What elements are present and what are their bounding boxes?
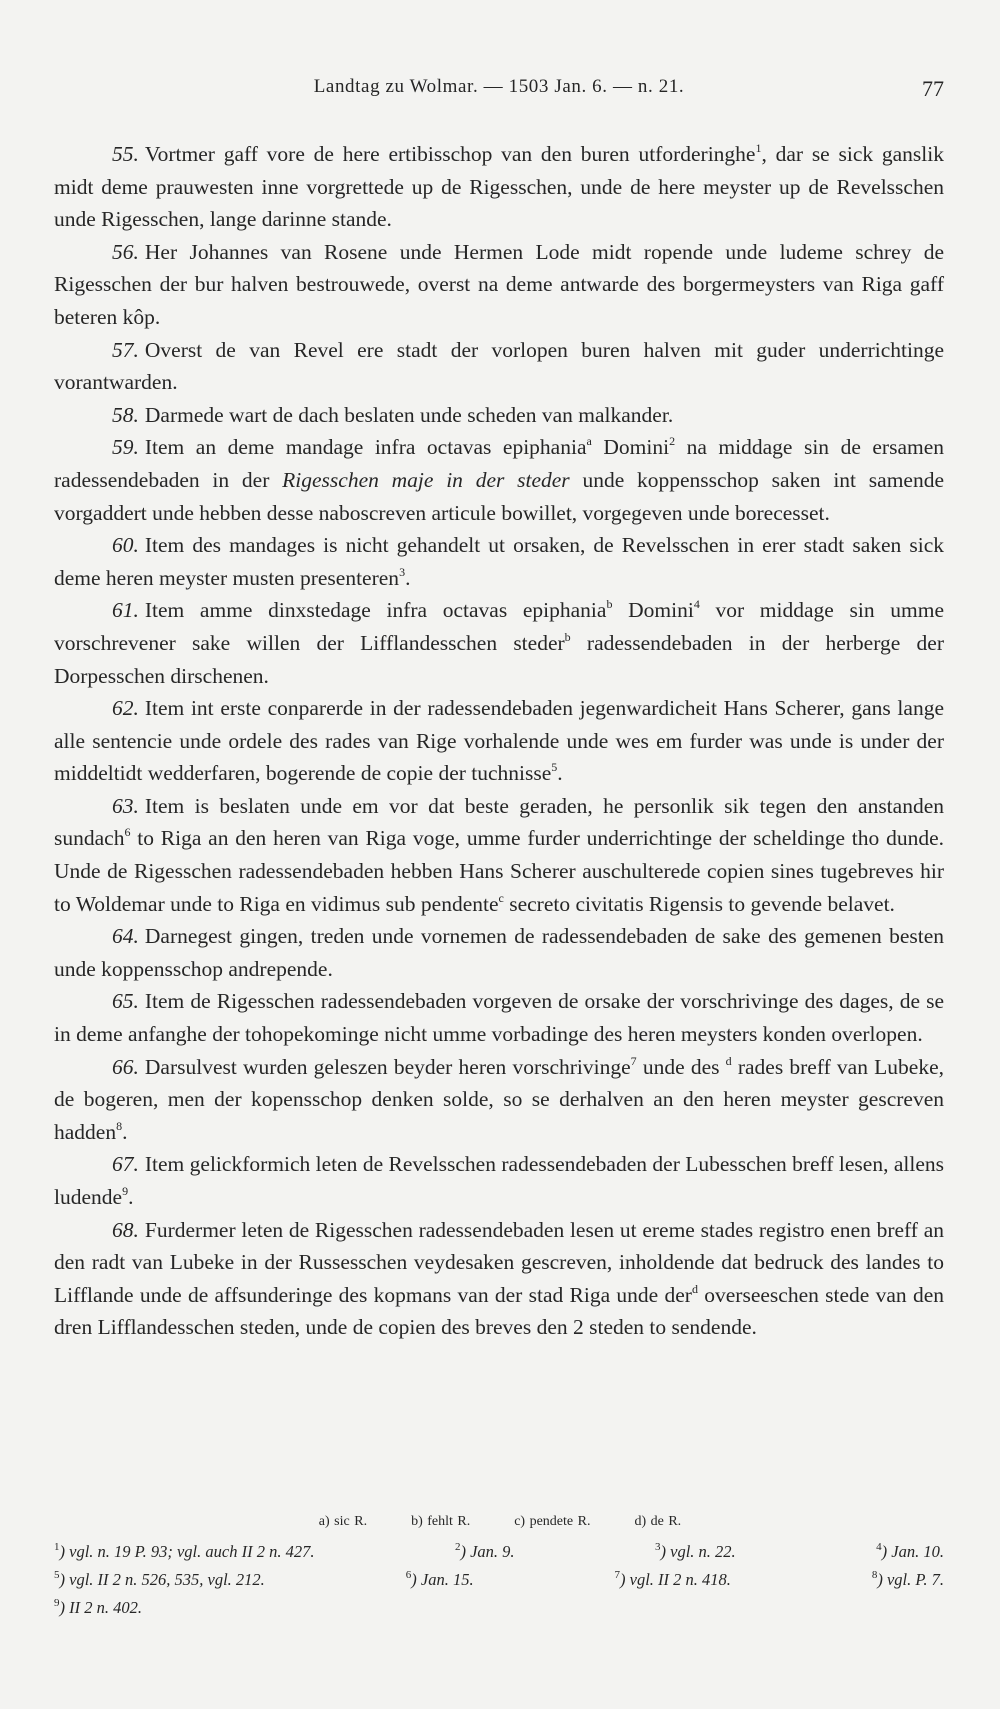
text-run: radessendebaden in der herberge der Dorpesschen dirschenen.	[54, 630, 944, 688]
paragraph-number: 67.	[112, 1152, 139, 1177]
paragraph-number: 60.	[112, 533, 139, 558]
footnote: $^1$) vgl. n. 19 P. 93; vgl. auch II 2 n. 427.	[54, 1541, 315, 1561]
text-run: vor middage sin umme vorschrevener sake willen der Lifflandesschen steder	[54, 598, 944, 655]
text-run: secreto civitatis Rigensis to gevende belavet.	[503, 891, 895, 916]
footnote-text: vgl. II 2 n. 526, 535, vgl. 212.	[69, 1570, 265, 1589]
footnote: $^7$) vgl. II 2 n. 418.	[614, 1569, 731, 1589]
paragraph	[54, 236, 944, 334]
text-run: .	[122, 1119, 128, 1144]
footnote-text: vgl. II 2 n. 418.	[629, 1570, 731, 1589]
footnote-marker: 5	[551, 760, 558, 775]
footnote-number: 2	[454, 1541, 461, 1553]
paragraph	[54, 1051, 944, 1149]
footnote-text: vgl. P. 7.	[886, 1570, 944, 1589]
paragraph-number: 55.	[112, 142, 139, 166]
paragraph	[54, 1148, 944, 1213]
footnote-number: 6	[405, 1569, 412, 1581]
footnote: $^8$) vgl. P. 7.	[871, 1569, 944, 1589]
paragraph-number: 62.	[112, 696, 139, 721]
paragraph	[54, 138, 944, 236]
paragraph	[54, 985, 944, 1050]
textual-notes	[0, 1514, 1000, 1530]
footnotes	[54, 1538, 944, 1622]
paragraph-number: 61.	[112, 598, 139, 623]
textual-note: a) sic R.	[318, 1514, 368, 1529]
footnote-marker: c	[498, 890, 504, 905]
paragraph-number: 58.	[112, 402, 139, 427]
paragraph	[54, 790, 944, 920]
paragraph-number: 68.	[112, 1217, 139, 1242]
paragraph-number: 66.	[112, 1054, 139, 1079]
footnote-marker: 8	[116, 1118, 123, 1133]
text-run: Darmede wart de dach beslaten unde scheden van malkander.	[144, 402, 674, 427]
footnote-marker: d	[725, 1053, 732, 1068]
footnote: $^5$) vgl. II 2 n. 526, 535, vgl. 212.	[54, 1569, 265, 1589]
text-run: Item amme dinxstedage infra octavas epiphania	[144, 598, 607, 623]
footnote-marker: 6	[124, 825, 131, 840]
footnote-number: 1	[54, 1541, 60, 1553]
text-run: Item gelickformich leten de Revelsschen radessendebaden der Lubesschen breff lesen, allens ludende	[54, 1152, 944, 1209]
text-run: Overst de van Revel ere stadt der vorlopen buren halven mit guder underrichtinge vorantwarden.	[54, 337, 944, 395]
paragraph-number: 59.	[112, 435, 139, 460]
footnote-marker: b	[564, 629, 571, 644]
text-run: unde koppensschop saken int samende vorgaddert unde hebben desse naboscreven articule bowillet, vorgegeven unde borecesset.	[54, 467, 945, 525]
text-run: rades breff van Lubeke, de bogeren, men der kopensschop denken solde, so se derhalven an den heren meyster gescreven hadden	[54, 1054, 944, 1144]
italic-text: Rigesschen maje in der steder	[282, 467, 570, 492]
paragraph	[54, 431, 944, 529]
text-run: Her Johannes van Rosene unde Hermen Lode midt ropende unde ludeme schrey de Rigesschen der bur halven bestrouwede, overst na deme antwarde des borgermeysters van Riga gaff beteren kôp.	[54, 239, 944, 329]
page-number: 77	[922, 76, 944, 101]
text-run: Domini	[591, 435, 670, 460]
main-text	[54, 138, 944, 1344]
text-run: .	[128, 1185, 134, 1209]
paragraph-number: 63.	[112, 793, 139, 818]
text-run: Item de Rigesschen radessendebaden vorgeven de orsake der vorschrivinge des dages, de se in deme anfanghe der tohopekominge nicht umme vorbadinge des heren meysters konden overlopen.	[54, 989, 944, 1047]
footnote-number: 5	[54, 1569, 60, 1581]
footnote-number: 9	[54, 1597, 60, 1609]
footnote-number: 7	[614, 1569, 621, 1581]
footnote-marker: a	[586, 434, 592, 449]
footnote-number: 3	[655, 1541, 661, 1553]
footnote-row	[54, 1566, 944, 1594]
text-run: Item int erste conparerde in der radessendebaden jegenwardicheit Hans Scherer, gans lange alle sentencie unde ordele des rades van Rige vorhalende unde wes em furder was unde is under der middeltidt wedderfaren, bogerende de copie der tuchnisse	[54, 696, 944, 786]
footnote-text: Jan. 10.	[891, 1542, 944, 1561]
text-run: Furdermer leten de Rigesschen radessendebaden lesen ut ereme stades registro enen breff an den radt van Lubeke in der Russesschen veydesaken gescreven, inholdende dat bedruck des landes to Lifflande unde de affsunderinge des kopmans van der stad Riga unde der	[54, 1217, 944, 1307]
footnote-marker: 7	[630, 1053, 637, 1068]
paragraph-number: 57.	[112, 337, 139, 362]
paragraph	[54, 1214, 944, 1344]
footnote-text: Jan. 9.	[470, 1542, 515, 1561]
footnote: $^4$) Jan. 10.	[876, 1541, 944, 1561]
text-run: Item is beslaten unde em vor dat beste geraden, he personlik sik tegen den anstanden sundach	[54, 793, 944, 851]
footnote: $^2$) Jan. 9.	[454, 1541, 515, 1561]
footnote-marker: 1	[755, 141, 762, 155]
paragraph	[54, 692, 944, 790]
footnote-row	[54, 1594, 944, 1622]
textual-note: c) pendete R.	[514, 1514, 591, 1529]
footnote-number: 8	[871, 1569, 878, 1581]
text-run: to Riga an den heren van Riga voge, umme furder underrichtinge der scheldinge tho dunde. Unde de Rigesschen radessendebaden hebben Hans Scherer auschulterede copien sines tugebreves hir to Woldemar unde to Riga en vidimus sub pendente	[54, 826, 944, 916]
footnote-text: vgl. n. 19 P. 93; vgl. auch II 2 n. 427.	[69, 1542, 315, 1561]
footnote-text: vgl. n. 22.	[670, 1542, 736, 1561]
text-run: .	[557, 761, 563, 786]
footnote-text: II 2 n. 402.	[69, 1598, 142, 1617]
text-run: Domini	[612, 598, 694, 623]
footnote-marker: b	[606, 597, 613, 612]
text-run: Item des mandages is nicht gehandelt ut orsaken, de Revelsschen in erer stadt saken sick deme heren meyster musten presenteren	[54, 533, 944, 590]
text-run: .	[405, 565, 411, 590]
footnote-marker: 2	[669, 434, 676, 449]
footnote-marker: 4	[693, 597, 700, 612]
text-run: na middage sin de ersamen radessendebaden in der	[54, 435, 945, 492]
running-title: Landtag zu Wolmar. — 1503 Jan. 6. — n. 21.	[313, 76, 685, 97]
footnote-number: 4	[876, 1541, 882, 1553]
textual-note: d) de R.	[634, 1514, 682, 1529]
textual-note: b) fehlt R.	[411, 1514, 471, 1529]
footnote: $^9$) II 2 n. 402.	[54, 1597, 142, 1617]
paragraph	[54, 334, 944, 399]
paragraph-number: 56.	[112, 239, 139, 264]
text-run: Darsulvest wurden geleszen beyder heren vorschrivinge	[144, 1054, 631, 1079]
paragraph-number: 64.	[112, 924, 139, 949]
footnote-row	[54, 1538, 944, 1566]
text-run: unde des	[636, 1054, 726, 1079]
paragraph	[54, 529, 944, 594]
footnote-marker: 9	[122, 1184, 129, 1198]
footnote-text: Jan. 15.	[420, 1570, 474, 1589]
text-run: Item an deme mandage infra octavas epiphania	[144, 435, 587, 460]
footnote: $^6$) Jan. 15.	[405, 1569, 474, 1589]
page-header	[54, 76, 944, 110]
paragraph	[54, 399, 944, 432]
footnote-marker: 3	[399, 564, 406, 579]
text-run: Vortmer gaff vore de here ertibisschop van den buren utforderinghe	[144, 142, 756, 166]
footnote: $^3$) vgl. n. 22.	[655, 1541, 736, 1561]
text-run: , dar se sick ganslik midt deme prauwesten inne vorgrettede up de Rigesschen, unde de here meyster up de Revelsschen unde Rigesschen, lange darinne stande.	[54, 142, 944, 232]
paragraph	[54, 594, 944, 692]
text-run: Darnegest gingen, treden unde vornemen de radessendebaden de sake des gemenen besten unde koppensschop andrepende.	[54, 924, 944, 981]
text-run: overseeschen stede van den dren Lifflandesschen steden, unde de copien des breves den 2 steden to sendende.	[54, 1282, 944, 1340]
footnote-marker: d	[691, 1281, 698, 1296]
paragraph-number: 65.	[112, 989, 139, 1014]
paragraph	[54, 920, 944, 985]
